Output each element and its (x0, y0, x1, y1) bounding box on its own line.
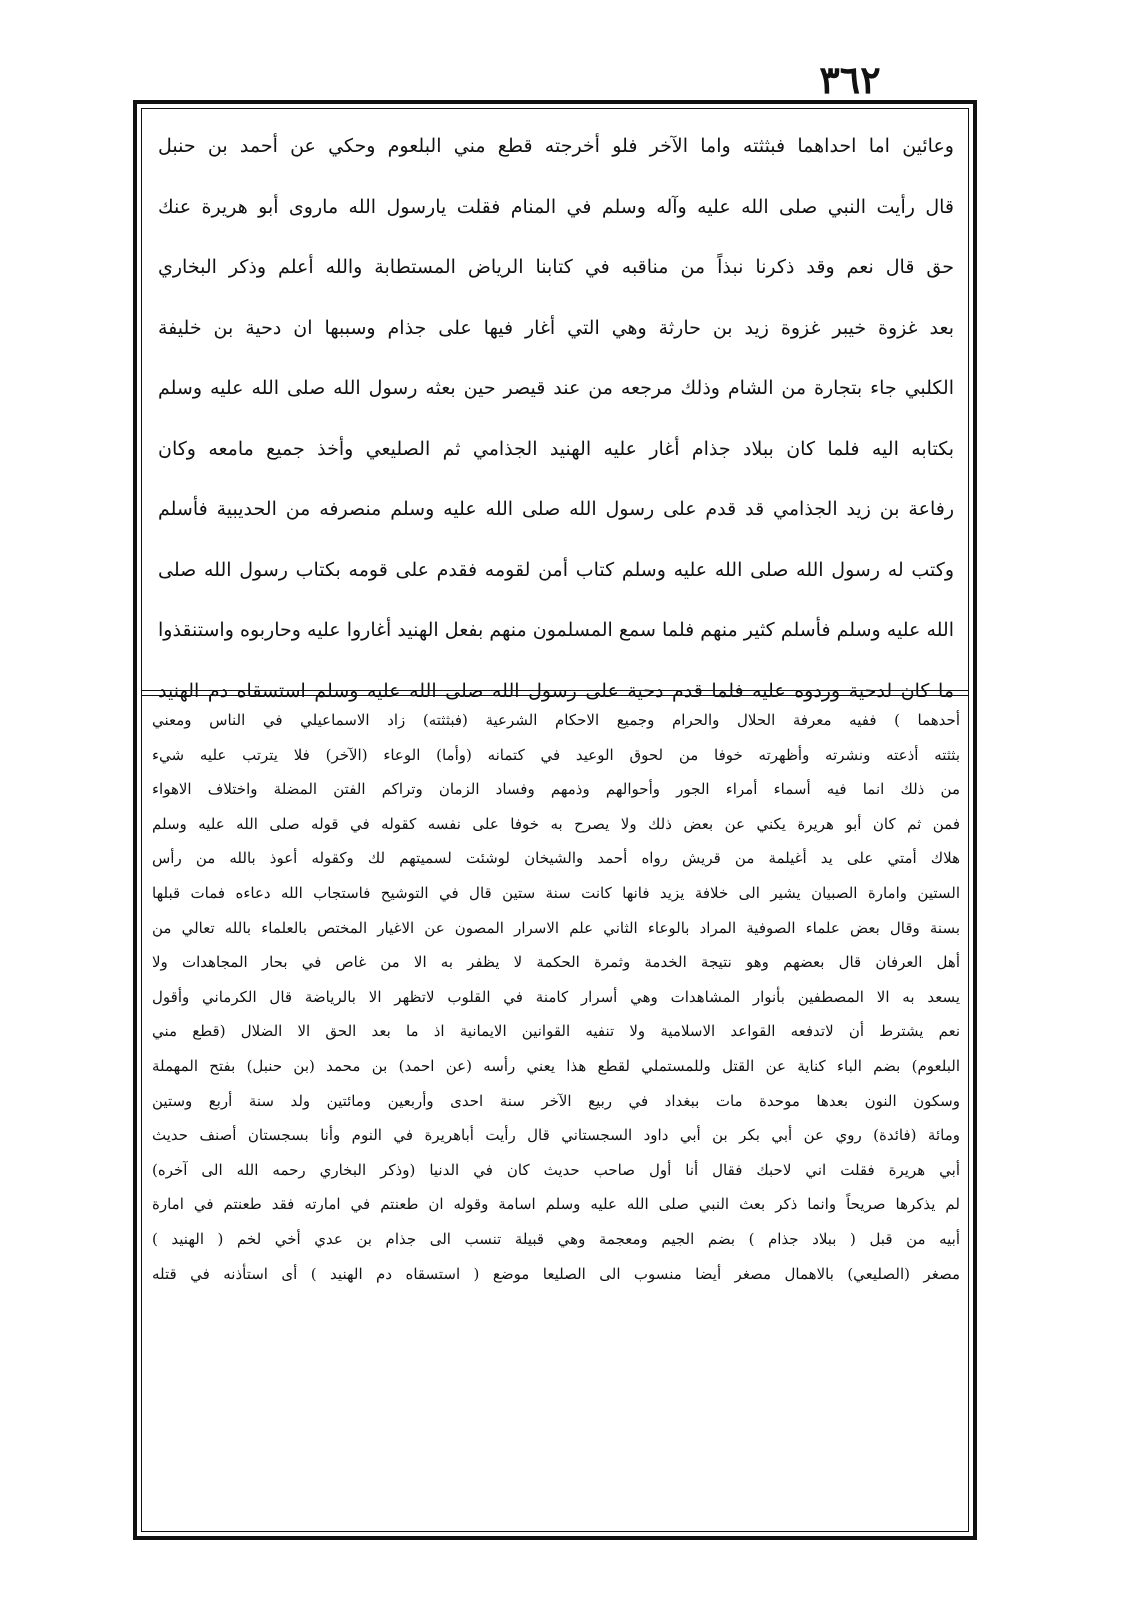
commentary-line: بسنة وقال بعض علماء الصوفية المراد بالوعاء الثاني علم الاسرار المصون عن الاغيار المختص بالعلماء بالله تعالي من (152, 918, 960, 937)
main-text-line: قال رأيت النبي صلى الله عليه وآله وسلم في المنام فقلت يارسول الله ماروى أبو هريرة عنك (158, 195, 954, 218)
section-divider-bottom (141, 695, 969, 696)
page-number: ٣٦٢ (819, 57, 881, 102)
commentary-line: من ذلك انما فيه أسماء أمراء الجور وأحوالهم وذمهم وفساد الزمان وتراكم الفتن المضلة واختلاف الاهواء (152, 780, 960, 799)
commentary-line: أبي هريرة فقلت اني لاحبك فقال أنا أول صاحب حديث كان في الدنيا (وذكر البخاري رحمه الله الى آخره) (152, 1160, 960, 1179)
commentary-line: نعم يشترط أن لاتدفعه القواعد الاسلامية ولا تنفيه القوانين الايمانية اذ ما بعد الحق الا الضلال (قطع مني (152, 1022, 960, 1041)
main-text-line: الله عليه وسلم فأسلم كثير منهم فلما سمع المسلمون منهم بفعل الهنيد أغاروا عليه وحاربوه واستنقذوا (158, 619, 954, 641)
main-text-line: وكتب له رسول الله صلى الله عليه وسلم كتاب أمن لقومه فقدم على قومه بكتاب رسول الله صلى (158, 558, 954, 581)
main-text-line: رفاعة بن زيد الجذامي قد قدم على رسول الله صلى الله عليه وسلم منصرفه من الحديبية فأسلم (158, 498, 954, 520)
commentary-line: هلاك أمتي على يد أغيلمة من قريش رواه أحمد والشيخان لوشئت لسميتهم لك وكقوله أعوذ بالله من رأس (152, 849, 960, 868)
main-text-block (158, 116, 954, 721)
commentary-line: بثثته أذعته ونشرته وأظهرته خوفا من لحوق الوعيد في كتمانه (وأما) الوعاء (الآخر) فلا يترتب عليه شيء (152, 745, 960, 764)
section-divider-top (141, 690, 969, 691)
commentary-block (152, 703, 960, 1291)
main-text-line: بكتابه اليه فلما كان ببلاد جذام أغار عليه الهنيد الجذامي ثم الصليعي وأخذ جميع مامعه وكان (158, 437, 954, 460)
commentary-line: فمن ثم كان أبو هريرة يكني عن بعض ذلك ولا يصرح به خوفا على نفسه كقوله في قوله صلى الله عليه وسلم (152, 814, 960, 833)
commentary-line: مصغر (الصليعي) بالاهمال مصغر أيضا منسوب الى الصليعا موضع ( استسقاه دم الهنيد ) أى استأذنه في قتله (152, 1264, 960, 1283)
commentary-line: لم يذكرها صريحاً وانما ذكر بعث النبي صلى الله عليه وسلم اسامة وقوله ان طعنتم في امارته فقد طعنتم في امارة (152, 1195, 960, 1214)
main-text-line: ما كان لدحية وردوه عليه فلما قدم دحية على رسول الله صلى الله عليه وسلم استسقاه دم الهنيد (158, 679, 954, 702)
commentary-line: وسكون النون بعدها موحدة مات ببغداد في ربيع الآخر سنة احدى وأربعين ومائتين ولد سنة أربع وستين (152, 1091, 960, 1110)
commentary-line: أهل العرفان قال بعضهم وهو نتيجة الخدمة وثمرة الحكمة لا يظفر به الا من غاص في بحار المجاهدات ولا (152, 953, 960, 972)
commentary-line: ومائة (فائدة) روي عن أبي بكر بن أبي داود السجستاني قال رأيت أباهريرة في النوم وأنا بسجستان أصنف حديث (152, 1126, 960, 1145)
commentary-line: أحدهما ) ففيه معرفة الحلال والحرام وجميع الاحكام الشرعية (فبثثته) زاد الاسماعيلي في الناس ومعني (152, 711, 960, 729)
main-text-line: حق قال نعم وقد ذكرنا نبذاً من مناقبه في كتابنا الرياض المستطابة والله أعلم وذكر البخاري (158, 256, 954, 278)
commentary-line: البلعوم) بضم الباء كناية عن القتل وللمستملي لقطع هذا يعني رأسه (عن احمد) بن محمد (بن حنبل) بفتح المهملة (152, 1056, 960, 1075)
commentary-line: الستين وامارة الصبيان يشير الى خلافة يزيد فانها كانت سنة ستين قال في التوشيح فاستجاب الله دعاءه فمات قبلها (152, 883, 960, 902)
commentary-line: يسعد به الا المصطفين بأنوار المشاهدات وهي أسرار كامنة في القلوب لاتظهر الا بالرياضة قال الكرماني وأقول (152, 987, 960, 1006)
commentary-line: أبيه من قبل ( ببلاد جذام ) بضم الجيم ومعجمة وهي قبيلة تنسب الى جذام بن عدي أخي لخم ( الهنيد ) (152, 1229, 960, 1248)
main-text-line: الكلبي جاء بتجارة من الشام وذلك مرجعه من عند قيصر حين بعثه رسول الله صلى الله عليه وسلم (158, 377, 954, 399)
main-text-line: بعد غزوة خيبر غزوة زيد بن حارثة وهي التي أغار فيها على جذام وسببها ان دحية بن خليفة (158, 316, 954, 339)
main-text-line: وعائين اما احداهما فبثثته واما الآخر فلو أخرجته قطع مني البلعوم وحكي عن أحمد بن حنبل (158, 135, 954, 157)
